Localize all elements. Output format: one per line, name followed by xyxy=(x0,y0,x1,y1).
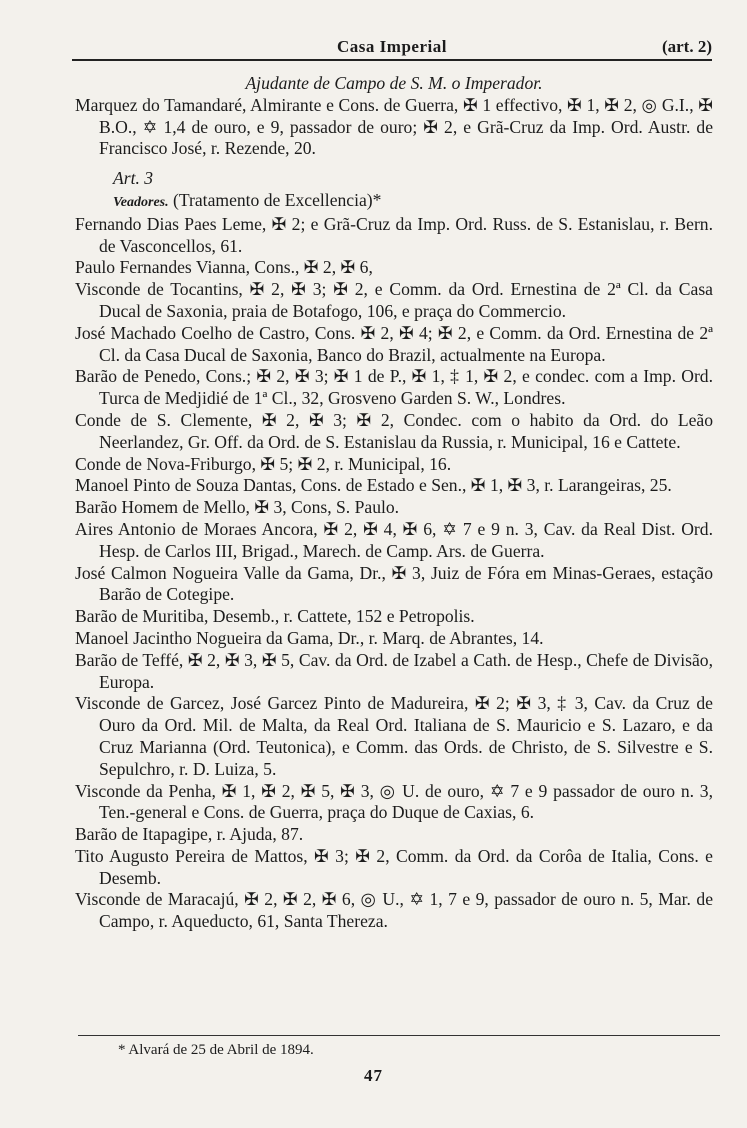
list-item: José Calmon Nogueira Valle da Gama, Dr., ✠ 3, Juiz de Fóra em Minas-Geraes, estação Barão de Cotegipe. xyxy=(75,562,713,605)
list-item: José Machado Coelho de Castro, Cons. ✠ 2, ✠ 4; ✠ 2, e Comm. da Ord. Ernestina de 2ª Cl. da Casa Ducal de Saxonia, Banco do Brazil, actualmente na Europa. xyxy=(75,322,713,365)
header-article: (art. 2) xyxy=(661,37,712,56)
list-item: Barão de Teffé, ✠ 2, ✠ 3, ✠ 5, Cav. da Ord. de Izabel a Cath. de Hesp., Chefe de Divisão, Europa. xyxy=(75,649,713,692)
list-item: Marquez do Tamandaré, Almirante e Cons. de Guerra, ✠ 1 effectivo, ✠ 1, ✠ 2, ◎ G.I., ✠ B.O., ✡ 1,4 de ouro, e 9, passador de ouro; ✠ 2, e Grã-Cruz da Imp. Ord. Austr. de Francisco José, r. Rezende, 20. xyxy=(75,94,713,159)
section-title: Ajudante de Campo de S. M. o Imperador. xyxy=(245,73,543,93)
list-item: Conde de S. Clemente, ✠ 2, ✠ 3; ✠ 2, Condec. com o habito da Ord. do Leão Neerlandez, Gr. Off. da Ord. de S. Estanislau da Russia, r. Municipal, 16 e Cattete. xyxy=(75,409,713,452)
list-item: Fernando Dias Paes Leme, ✠ 2; e Grã-Cruz da Imp. Ord. Russ. de S. Estanislau, r. Bern. de Vasconcellos, 61. xyxy=(75,213,713,256)
list-item: Aires Antonio de Moraes Ancora, ✠ 2, ✠ 4, ✠ 6, ✡ 7 e 9 n. 3, Cav. da Real Dist. Ord. Hesp. de Carlos III, Brigad., Marech. de Camp. Ars. de Guerra. xyxy=(75,518,713,561)
list-item: Manoel Jacintho Nogueira da Gama, Dr., r. Marq. de Abrantes, 14. xyxy=(75,627,544,648)
list-item: Barão de Muritiba, Desemb., r. Cattete, 152 e Petropolis. xyxy=(75,606,475,627)
article-label: Art. 3 xyxy=(113,168,154,189)
list-item: Barão de Penedo, Cons.; ✠ 2, ✠ 3; ✠ 1 de P., ✠ 1, ‡ 1, ✠ 2, e condec. com a Imp. Ord. Turca de Medjidié de 1ª Cl., 32, Grosveno Garden S. W., Londres. xyxy=(75,366,713,409)
list-item: Visconde de Garcez, José Garcez Pinto de Madureira, ✠ 2; ✠ 3, ‡ 3, Cav. da Cruz de Ouro da Ord. Mil. de Malta, da Real Ord. Italiana de S. Mauricio e S. Lazaro, e da Cruz Marianna (Ord. Teutonica), e Comm. das Ords. de Christo, de S. Silvestre e S. Sepulchro, r. D. Luiza, 5. xyxy=(75,693,713,779)
list-item: Visconde de Maracajú, ✠ 2, ✠ 2, ✠ 6, ◎ U., ✡ 1, 7 e 9, passador de ouro n. 5, Mar. de Campo, r. Aqueducto, 61, Santa Thereza. xyxy=(75,889,713,932)
list-item: Visconde de Tocantins, ✠ 2, ✠ 3; ✠ 2, e Comm. da Ord. Ernestina de 2ª Cl. da Casa Ducal de Saxonia, praia de Botafogo, 106, e praça do Commercio. xyxy=(75,279,713,321)
running-header xyxy=(72,35,712,61)
list-item: Paulo Fernandes Vianna, Cons., ✠ 2, ✠ 6, xyxy=(75,257,373,278)
subheading-label: Veadores. xyxy=(113,194,169,210)
footnote: * Alvará de 25 de Abril de 1894. xyxy=(118,1042,314,1058)
list-item: Tito Augusto Pereira de Mattos, ✠ 3; ✠ 2, Comm. da Ord. da Corôa de Italia, Cons. e Desemb. xyxy=(75,845,713,888)
list-item: Conde de Nova-Friburgo, ✠ 5; ✠ 2, r. Municipal, 16. xyxy=(75,453,452,474)
subheading xyxy=(113,190,713,214)
list-item: Manoel Pinto de Souza Dantas, Cons. de Estado e Sen., ✠ 1, ✠ 3, r. Larangeiras, 25. xyxy=(75,475,672,496)
page-number: 47 xyxy=(364,1066,383,1085)
list-item: Visconde da Penha, ✠ 1, ✠ 2, ✠ 5, ✠ 3, ◎ U. de ouro, ✡ 7 e 9 passador de ouro n. 3, Ten.-general e Cons. de Guerra, praça do Duque de Caxias, 6. xyxy=(75,780,713,823)
subheading-text: (Tratamento de Excellencia)* xyxy=(173,189,382,210)
header-title: Casa Imperial xyxy=(337,37,447,56)
footnote-divider xyxy=(78,1035,720,1036)
text-body xyxy=(75,73,713,933)
list-item: Barão de Itapagipe, r. Ajuda, 87. xyxy=(75,824,304,845)
list-item: Barão Homem de Mello, ✠ 3, Cons, S. Paulo. xyxy=(75,497,400,518)
